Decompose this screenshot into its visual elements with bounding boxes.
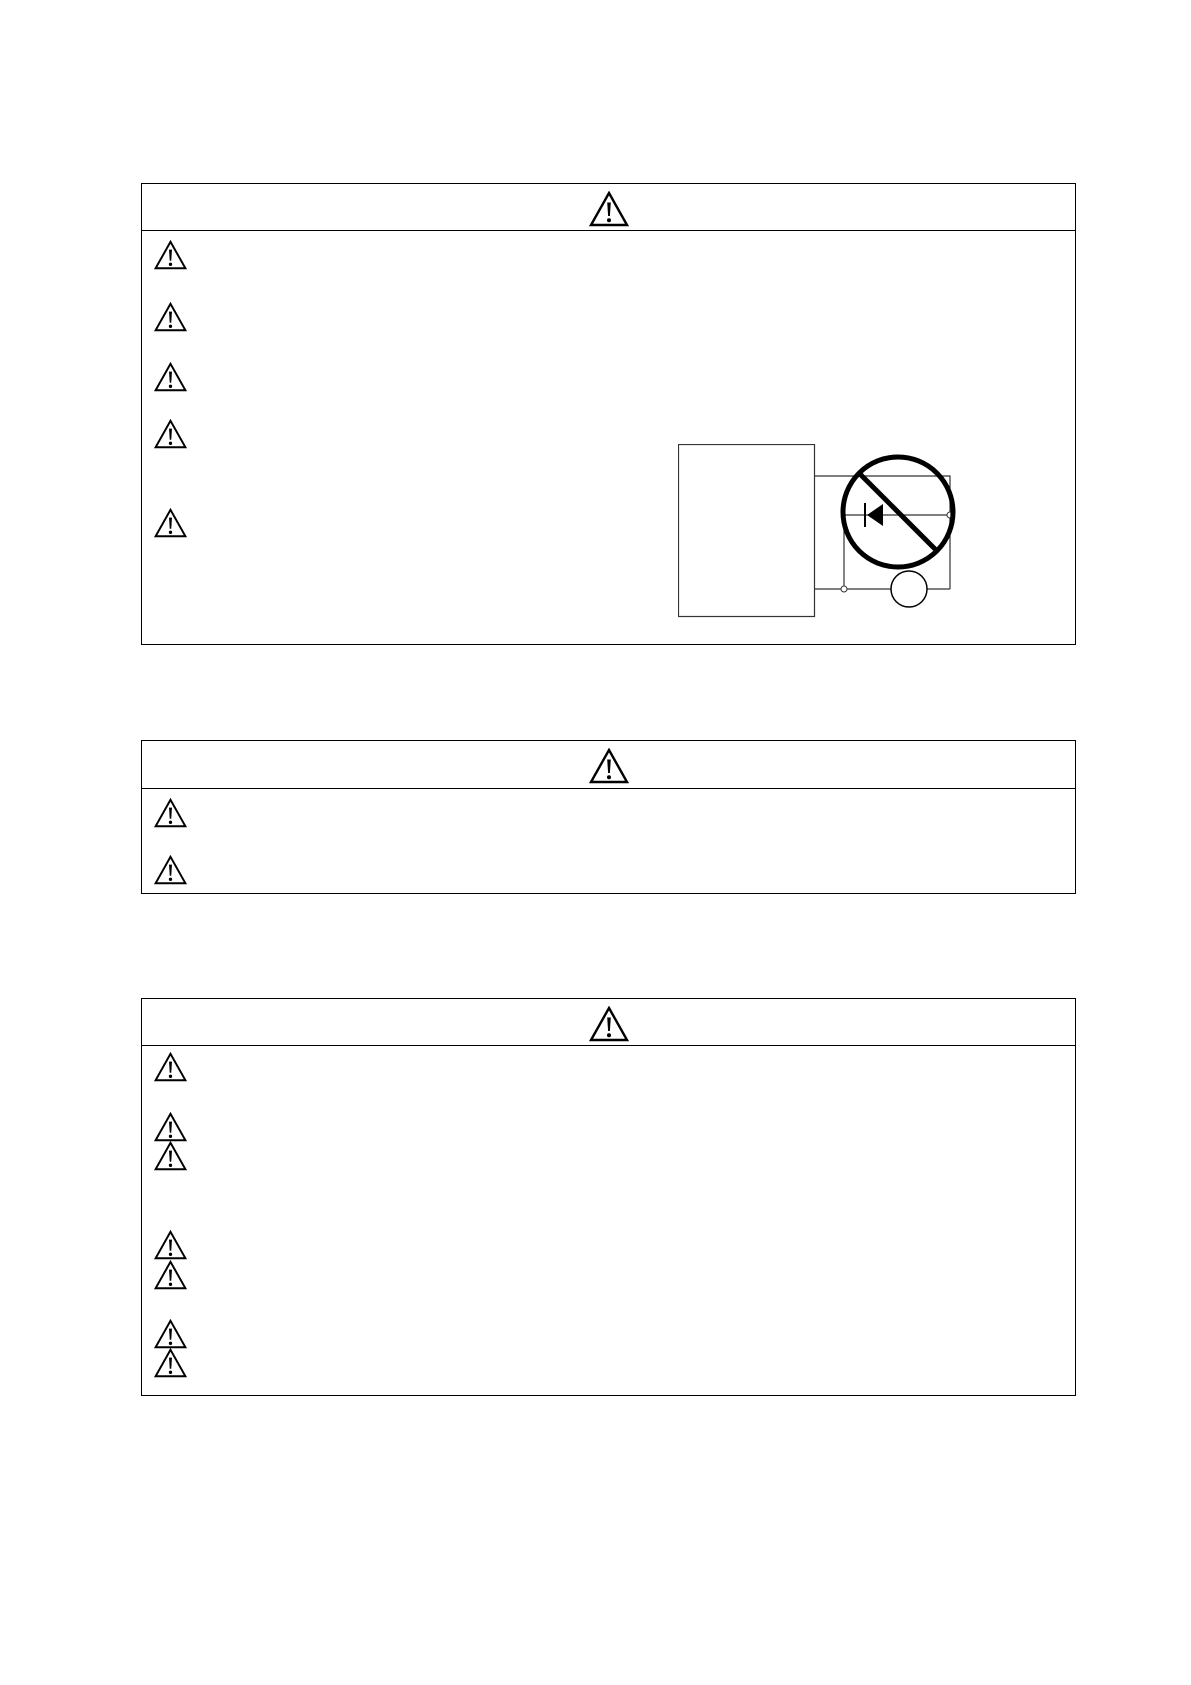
warning-triangle-icon bbox=[154, 362, 187, 392]
load-circle bbox=[891, 571, 927, 607]
warning-box-2 bbox=[141, 740, 1076, 894]
box-2-header bbox=[142, 741, 1075, 789]
warning-triangle-icon bbox=[154, 1348, 187, 1378]
warning-box-1 bbox=[141, 183, 1076, 645]
warning-triangle-icon bbox=[589, 191, 629, 227]
diode-icon bbox=[865, 503, 883, 527]
warning-triangle-icon bbox=[154, 302, 187, 332]
warning-triangle-icon bbox=[589, 748, 629, 784]
warning-triangle-icon bbox=[154, 1230, 187, 1260]
warning-triangle-icon bbox=[154, 798, 187, 828]
warning-triangle-icon bbox=[154, 508, 187, 538]
warning-triangle-icon bbox=[154, 855, 187, 885]
warning-triangle-icon bbox=[154, 1260, 187, 1290]
warning-triangle-icon bbox=[154, 1319, 187, 1349]
warning-triangle-icon bbox=[154, 419, 187, 449]
prohibition-icon bbox=[843, 457, 953, 567]
upper-wire bbox=[815, 476, 950, 589]
warning-triangle-icon bbox=[154, 1141, 187, 1171]
warning-triangle-icon bbox=[154, 240, 187, 270]
terminal-lower bbox=[841, 586, 847, 592]
warning-triangle-icon bbox=[154, 1052, 187, 1082]
device-box bbox=[679, 445, 815, 617]
prohibited-diode-wiring-diagram bbox=[678, 444, 978, 634]
box-3-header bbox=[142, 999, 1075, 1046]
warning-box-3 bbox=[141, 998, 1076, 1396]
warning-triangle-icon bbox=[154, 1112, 187, 1142]
warning-triangle-icon bbox=[589, 1006, 629, 1042]
box-1-header bbox=[142, 184, 1075, 231]
